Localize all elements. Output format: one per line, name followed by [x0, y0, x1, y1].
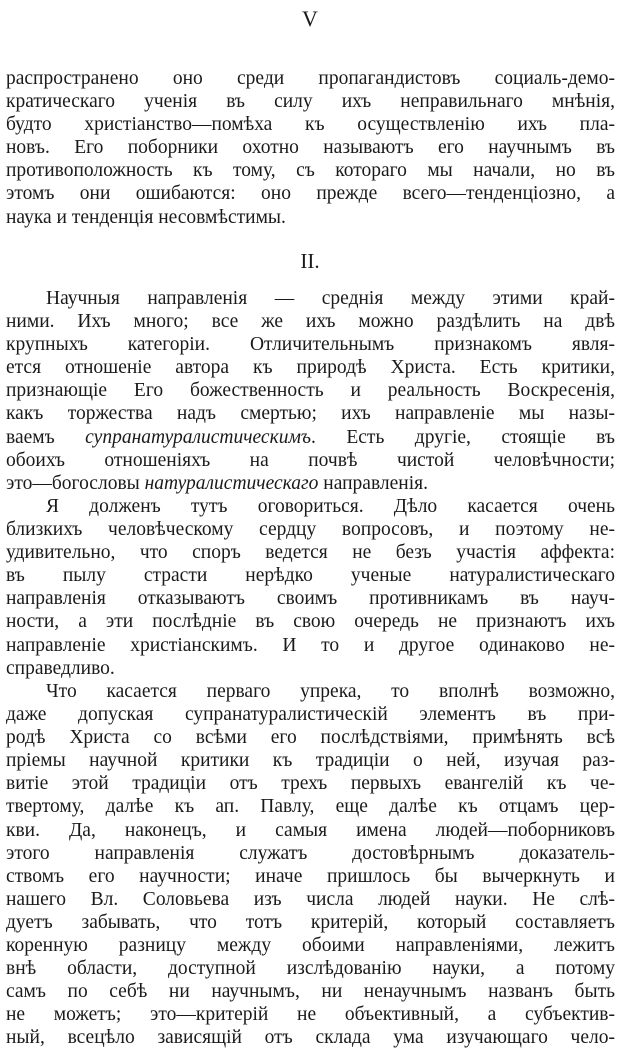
text-line: крупныхъ категоріи. Отличительнымъ признакомъ явля- [6, 334, 615, 356]
text-fragment: ваемъ [6, 426, 86, 448]
text-line: ствомъ его научности; иначе пришлось бы вычеркнуть и [6, 865, 615, 887]
paragraph-2 [0, 495, 620, 680]
text-fragment: . Есть другіе, стоящіе въ [311, 426, 615, 448]
text-line: кви. Да, наконецъ, и самыя имена людей—поборниковъ [6, 819, 615, 841]
text-line [0, 426, 620, 449]
paragraph-continued [0, 67, 620, 229]
paragraph-1 [0, 287, 620, 495]
text-line: удивительно, что споръ ведется не безъ участія аффекта: [6, 542, 615, 564]
text-line: обоихъ отношеніяхъ на почвѣ чистой человѣчности; [6, 449, 615, 471]
text-line: родѣ Христа со всѣми его послѣдствіями, примѣнять всѣ [6, 727, 615, 749]
text-line: пріемы научной критики къ традиціи о ней, изучая раз- [6, 750, 615, 772]
text-line: направленіе христіанскимъ. И то и другое одинаково не- [6, 634, 615, 656]
text-line: этомъ они ошибаются: оно прежде всего—тенденціозно, а [6, 183, 615, 205]
text-fragment: направленія. [318, 472, 428, 494]
text-line: даже допуская супранатуралистическій элементъ въ при- [6, 704, 615, 726]
text-line [0, 472, 620, 495]
text-line: нашего Вл. Соловьева изъ числа людей науки. Не слѣ- [6, 888, 615, 910]
text-line: справедливо. [6, 657, 115, 679]
text-line: дуетъ забывать, что тотъ критерій, который составляетъ [6, 911, 615, 933]
text-fragment: это—богословы [6, 472, 145, 494]
text-line: не можетъ; это—критерій не объективный, а субъектив- [6, 1004, 615, 1026]
text-line: кратическаго ученія въ силу ихъ неправильнаго мнѣнія, [6, 91, 615, 113]
text-line: ется отношеніе автора къ природѣ Христа. Есть критики, [6, 357, 615, 379]
text-line: Я долженъ тутъ оговориться. Дѣло касается очень [46, 496, 615, 517]
text-line: ними. Ихъ много; все же ихъ можно раздѣлить на двѣ [6, 311, 615, 333]
text-line: въ пылу страсти нерѣдко ученые натуралистическаго [6, 565, 615, 587]
text-line: внѣ области, доступной изслѣдованію науки, а потому [6, 958, 615, 980]
text-line: наука и тенденція несовмѣстимы. [6, 206, 286, 228]
text-line: Научныя направленія — среднія между этими край- [46, 288, 615, 309]
page-number: V [302, 6, 318, 31]
text-line: будто христіанство—помѣха къ осуществленію ихъ пла- [6, 114, 615, 136]
text-line: этого направленія служатъ достовѣрнымъ доказатель- [6, 842, 615, 864]
italic-term: супранатуралистическимъ [85, 426, 312, 448]
text-line: направленія отказываютъ своимъ противникамъ въ науч- [6, 588, 615, 610]
text-line: признающіе Его божественность и реальность Воскресенія, [6, 380, 615, 402]
text-line: коренную разницу между обоими направленіями, лежитъ [6, 935, 615, 957]
text-line: противоположность къ тому, съ котораго мы начали, но въ [6, 160, 615, 182]
text-line: близкихъ человѣческому сердцу вопросовъ, и поэтому не- [6, 519, 615, 541]
text-line: Что касается перваго упрека, то вполнѣ возможно, [46, 681, 615, 702]
text-line: ности, а эти послѣдніе въ свою очередь не признаютъ ихъ [6, 611, 615, 633]
text-line: распространено оно среди пропагандистовъ социаль-демо- [6, 68, 615, 89]
text-line: самъ по себѣ ни научнымъ, ни ненаучнымъ названъ быть [6, 981, 615, 1003]
italic-term: натуралистическаго [144, 472, 319, 494]
text-line: ный, всецѣло зависящій отъ склада ума изучающаго чело- [6, 1027, 615, 1049]
paragraph-3 [0, 680, 620, 1050]
section-heading: II. [300, 249, 320, 273]
text-line: витіе этой традиціи отъ трехъ первыхъ евангелій къ че- [6, 773, 615, 795]
text-line: твертому, далѣе къ ап. Павлу, еще далѣе къ отцамъ цер- [6, 796, 615, 818]
text-line: какъ торжества надъ смертью; ихъ направленіе мы назы- [6, 403, 615, 425]
text-line: новъ. Его поборники охотно называютъ его научнымъ въ [6, 137, 615, 159]
